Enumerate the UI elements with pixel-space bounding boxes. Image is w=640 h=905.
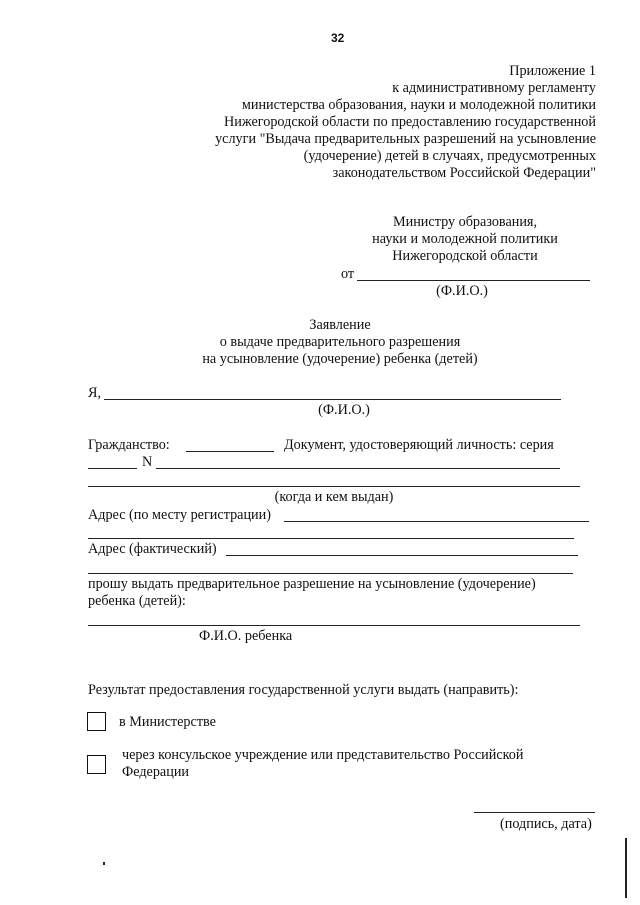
from-label: от [341,266,355,282]
scan-edge-mark [625,838,627,898]
page-number: 32 [331,31,345,45]
document-label: Документ, удостоверяющий личность: серия [284,437,554,453]
appendix-line-5: услуги "Выдача предварительных разрешений на усыновление [215,131,596,147]
i-label: Я, [88,385,102,401]
title-line-3: на усыновление (удочерение) ребенка (детей) [202,351,478,367]
actual-label: Адрес (фактический) [88,541,217,557]
appendix-line-1: Приложение 1 [509,63,596,79]
addressee-line-2: науки и молодежной политики [372,231,558,247]
appendix-line-3: министерства образования, науки и молодежной политики [241,97,596,113]
signature-line[interactable] [474,812,595,813]
appendix-line-4: Нижегородской области по предоставлению государственной [224,114,596,130]
registration-line[interactable] [284,521,589,522]
from-fio-line[interactable] [357,280,590,281]
actual-line[interactable] [226,555,578,556]
option-consulate-checkbox[interactable] [87,755,106,774]
number-label: N [142,454,153,470]
request-line-2: ребенка (детей): [88,593,186,609]
option-ministry-label: в Министерстве [119,714,216,730]
from-fio-caption: (Ф.И.О.) [436,283,488,299]
request-line-1: прошу выдать предварительное разрешение на усыновление (удочерение) [88,576,536,592]
number-line[interactable] [156,468,560,469]
option-consulate-label-1: через консульское учреждение или представительство Российской [122,747,524,763]
scan-dot [103,862,105,865]
addressee-line-1: Министру образования, [393,214,537,230]
citizenship-line[interactable] [186,451,274,452]
applicant-fio-caption: (Ф.И.О.) [318,402,370,418]
child-fio-caption: Ф.И.О. ребенка [199,628,293,644]
title-line-1: Заявление [309,317,371,333]
registration-line-2[interactable] [88,538,574,539]
registration-label: Адрес (по месту регистрации) [88,507,271,523]
appendix-line-6: (удочерение) детей в случаях, предусмотренных [303,148,596,164]
citizenship-label: Гражданство: [88,437,170,453]
appendix-line-2: к административному регламенту [392,80,596,96]
actual-line-2[interactable] [88,573,573,574]
issued-caption: (когда и кем выдан) [274,489,394,505]
result-label: Результат предоставления государственной услуги выдать (направить): [88,682,519,698]
appendix-line-7: законодательством Российской Федерации" [332,165,596,181]
title-line-2: о выдаче предварительного разрешения [219,334,461,350]
child-fio-line[interactable] [88,625,580,626]
applicant-fio-line[interactable] [104,399,561,400]
issued-line[interactable] [88,486,580,487]
signature-caption: (подпись, дата) [500,816,592,832]
series-line[interactable] [88,468,137,469]
option-ministry-checkbox[interactable] [87,712,106,731]
addressee-line-3: Нижегородской области [392,248,538,264]
option-consulate-label-2: Федерации [122,764,190,780]
